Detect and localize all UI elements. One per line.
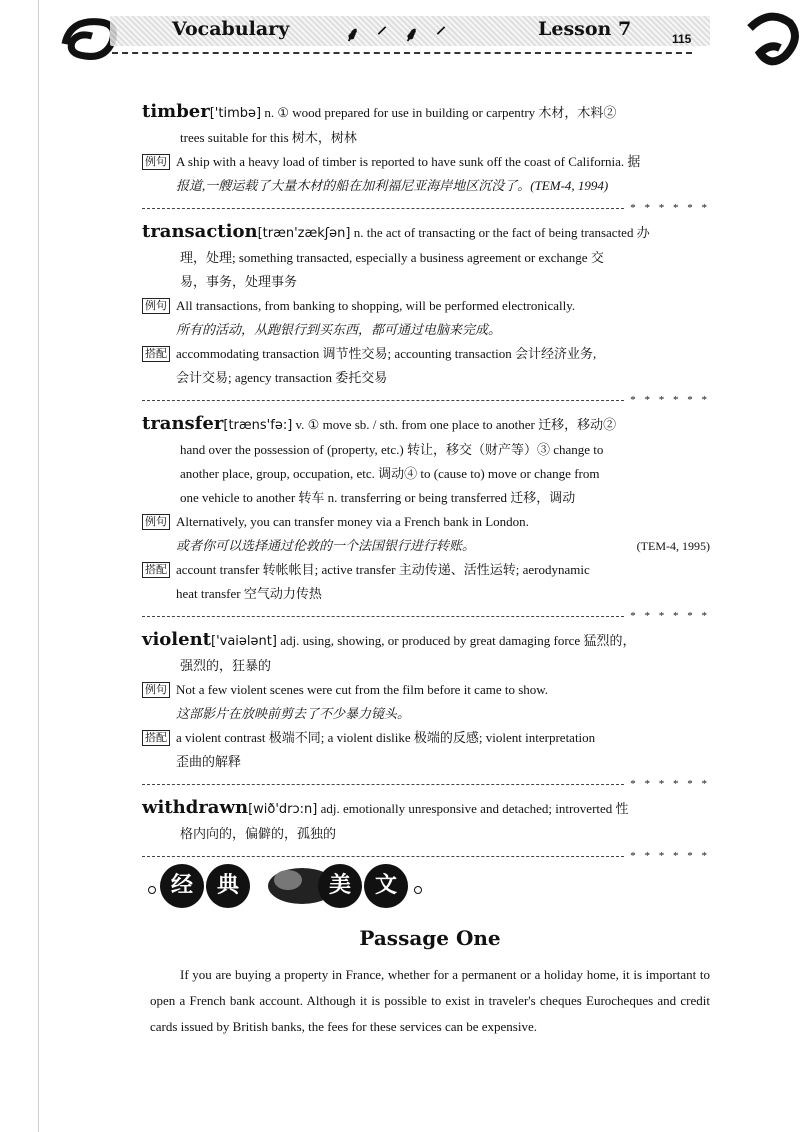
collocation-tag: 搭配 xyxy=(142,346,170,362)
section-title: Vocabulary xyxy=(172,18,290,40)
example-chinese-line xyxy=(176,318,710,342)
collocation-block xyxy=(142,726,710,774)
page-number: 115 xyxy=(672,32,692,46)
headword-line xyxy=(142,628,710,654)
definition-continued: hand over the possession of (property, etc.) 转让，移交（财产等）③ change to xyxy=(180,442,604,457)
dashed-rule xyxy=(142,784,624,785)
banner-char: 经 xyxy=(160,864,204,908)
dashed-rule xyxy=(142,616,624,617)
entry-separator xyxy=(142,778,710,790)
example-chinese-line xyxy=(176,534,710,558)
definition: n. the act of transacting or the fact of being transacted 办 xyxy=(353,225,650,240)
header-decoration: ⸙ ⸍ ⸙ ⸍ xyxy=(345,24,452,46)
collocation-block xyxy=(142,558,710,606)
dashed-rule xyxy=(142,208,624,209)
example-block xyxy=(142,510,710,558)
example-tag: 例句 xyxy=(142,154,170,170)
collocation-text xyxy=(176,342,710,390)
definition: n. ① wood prepared for use in building or carpentry 木材，木料② xyxy=(264,105,617,120)
example-chinese: 这部影片在放映前剪去了不少暴力镜头。 xyxy=(176,706,411,721)
pronunciation: [træn'zækʃən] xyxy=(257,226,351,241)
collocation-line-continued: 歪曲的解释 xyxy=(176,754,242,769)
vocabulary-list xyxy=(142,100,710,868)
definition-continued: trees suitable for this 树木，树林 xyxy=(180,130,357,145)
banner-char: 美 xyxy=(318,864,362,908)
pronunciation: [træns'fə:] xyxy=(223,418,293,433)
example-english: A ship with a heavy load of timber is reported to have sunk off the coast of California. 据 xyxy=(176,154,641,169)
headword-line xyxy=(142,412,710,438)
entry-separator xyxy=(142,394,710,406)
headword: transaction xyxy=(142,221,258,242)
headword-line xyxy=(142,100,710,126)
star-rating: * * * * * * xyxy=(630,610,710,622)
example-text xyxy=(176,294,710,342)
collocation-line-continued: 会计交易; agency transaction 委托交易 xyxy=(176,370,388,385)
definition-continued: 格内向的，偏僻的，孤独的 xyxy=(180,826,337,841)
example-tag: 例句 xyxy=(142,298,170,314)
example-chinese-line xyxy=(176,174,710,198)
example-chinese: 或者你可以选择通过伦敦的一个法国银行进行转账。 xyxy=(176,538,476,553)
headword-line xyxy=(142,796,710,822)
swirl-ornament-icon xyxy=(740,8,800,70)
banner-char: 文 xyxy=(364,864,408,908)
definition: adj. emotionally unresponsive and detached; introverted 性 xyxy=(320,801,629,816)
vocab-entry xyxy=(142,100,710,214)
example-text xyxy=(176,678,710,726)
vocab-entry xyxy=(142,220,710,406)
pronunciation: ['vaiələnt] xyxy=(211,634,277,649)
star-rating: * * * * * * xyxy=(630,202,710,214)
dashed-rule xyxy=(142,400,624,401)
definition-continued: 强烈的，狂暴的 xyxy=(180,658,272,673)
collocation-line: accommodating transaction 调节性交易; accounting transaction 会计经济业务, xyxy=(176,346,597,361)
collocation-line: a violent contrast 极端不同; a violent dislike 极端的反感; violent interpretation xyxy=(176,730,596,745)
example-english: Alternatively, you can transfer money via a French bank in London. xyxy=(176,514,529,529)
example-chinese: 所有的活动，从跑银行到买东西，都可通过电脑来完成。 xyxy=(176,322,502,337)
pronunciation: [wið'drɔ:n] xyxy=(248,802,318,817)
star-rating: * * * * * * xyxy=(630,778,710,790)
definition: adj. using, showing, or produced by great damaging force 猛烈的， xyxy=(280,633,636,648)
banner-dot xyxy=(148,886,156,894)
headword: withdrawn xyxy=(142,797,249,818)
definition-continued: 易，事务，处理事务 xyxy=(180,274,298,289)
collocation-text xyxy=(176,726,710,774)
star-rating: * * * * * * xyxy=(630,850,710,862)
example-block xyxy=(142,294,710,342)
collocation-line-continued: heat transfer 空气动力传热 xyxy=(176,586,322,601)
banner-char: 典 xyxy=(206,864,250,908)
vocab-entry xyxy=(142,796,710,862)
definition-continued: one vehicle to another 转车 n. transferring or being transferred 迁移，调动 xyxy=(180,490,576,505)
header-rule xyxy=(112,52,692,54)
example-text xyxy=(176,150,710,198)
headword-line xyxy=(142,220,710,246)
example-source: (TEM-4, 1995) xyxy=(636,539,710,553)
entry-separator xyxy=(142,610,710,622)
entry-separator xyxy=(142,202,710,214)
definition: v. ① move sb. / sth. from one place to another 迁移，移动② xyxy=(295,417,617,432)
vocab-entry xyxy=(142,412,710,622)
lesson-label: Lesson 7 xyxy=(538,18,632,40)
star-rating: * * * * * * xyxy=(630,394,710,406)
headword: timber xyxy=(142,101,210,122)
classic-prose-banner xyxy=(148,856,428,916)
collocation-block xyxy=(142,342,710,390)
collocation-tag: 搭配 xyxy=(142,730,170,746)
example-english: Not a few violent scenes were cut from the film before it came to show. xyxy=(176,682,549,697)
vocab-entry xyxy=(142,628,710,790)
collocation-line: account transfer 转帐帐目; active transfer 主动传递、活性运转; aerodynamic xyxy=(176,562,590,577)
example-tag: 例句 xyxy=(142,682,170,698)
passage-title: Passage One xyxy=(359,926,501,950)
example-block xyxy=(142,678,710,726)
passage-text: If you are buying a property in France, whether for a permanent or a holiday home, it is important to open a French bank account. Although it is possible to exist in traveler's cheques Eurocheques and credit cards issued by British banks, the fees for these services can be expensive. xyxy=(150,967,710,1034)
page-header xyxy=(60,8,780,68)
collocation-text xyxy=(176,558,710,606)
page-edge xyxy=(38,0,39,1132)
banner-dot xyxy=(414,886,422,894)
example-chinese-line xyxy=(176,702,710,726)
definition-continued: another place, group, occupation, etc. 调动④ to (cause to) move or change from xyxy=(180,466,600,481)
example-text xyxy=(176,510,710,558)
definition-continued: 理，处理; something transacted, especially a business agreement or exchange 交 xyxy=(180,250,604,265)
example-tag: 例句 xyxy=(142,514,170,530)
collocation-tag: 搭配 xyxy=(142,562,170,578)
example-block xyxy=(142,150,710,198)
example-english: All transactions, from banking to shopping, will be performed electronically. xyxy=(176,298,576,313)
example-chinese: 报道,一艘运载了大量木材的船在加利福尼亚海岸地区沉没了。(TEM-4, 1994) xyxy=(176,178,609,193)
pronunciation: ['timbə] xyxy=(209,106,262,121)
headword: transfer xyxy=(142,413,224,434)
headword: violent xyxy=(142,629,211,650)
